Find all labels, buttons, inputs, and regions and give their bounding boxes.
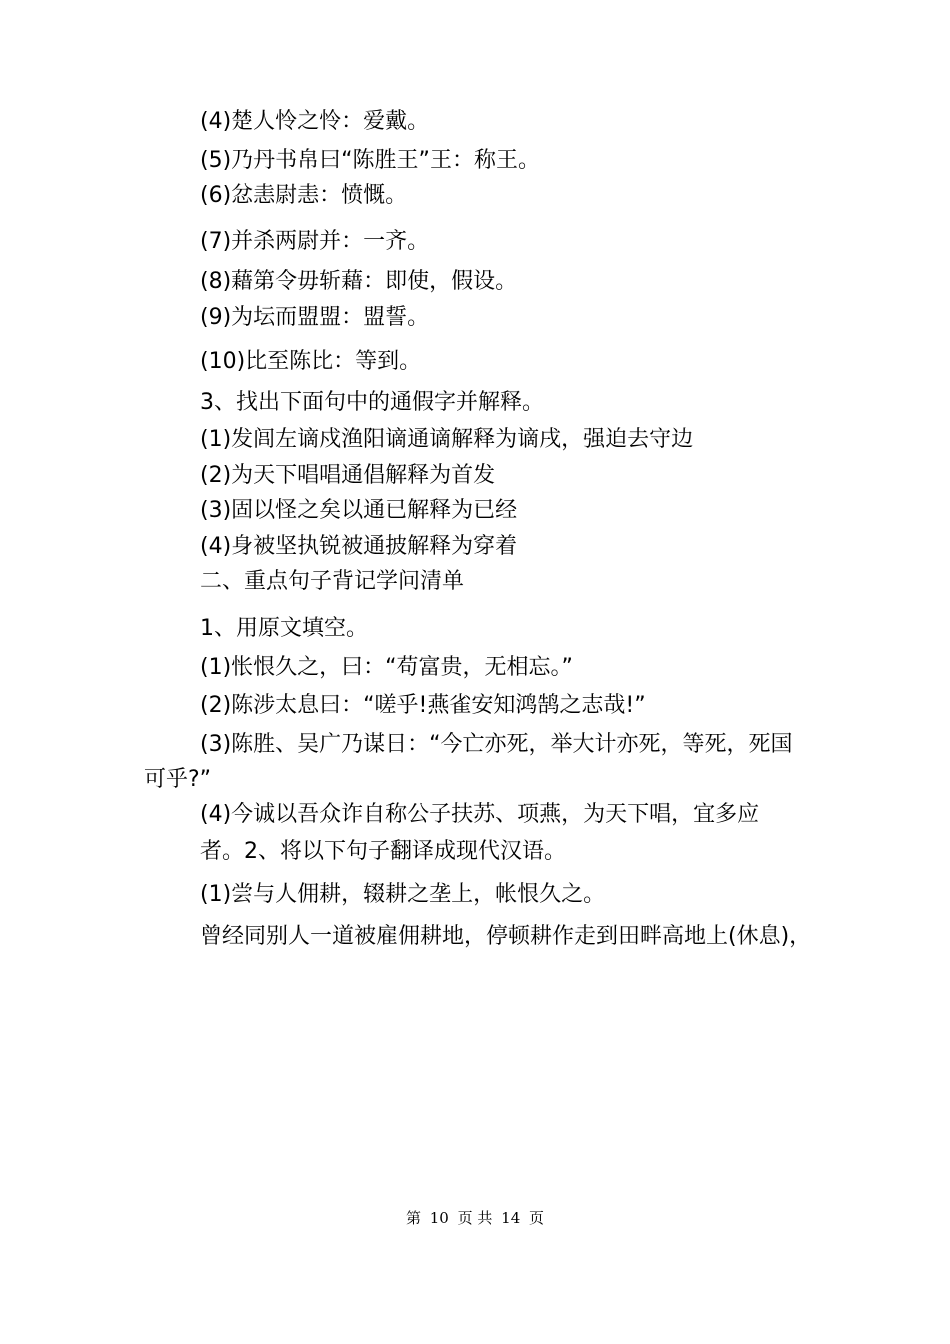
section-heading: 二、重点句子背记学问清单 (200, 569, 465, 594)
text-line: 可乎?” (144, 767, 212, 792)
text-line: (2)陈涉太息曰：“嗟乎!燕雀安知鸿鹄之志哉!” (200, 693, 646, 718)
footer-prefix: 第 (405, 1209, 421, 1227)
section-heading: 3、找出下面句中的通假字并解释。 (200, 390, 544, 415)
text-line: (4)身被坚执锐被通披解释为穿着 (200, 534, 518, 559)
text-line: (2)为天下唱唱通倡解释为首发 (200, 463, 496, 488)
text-line: (10)比至陈比：等到。 (200, 349, 422, 374)
text-line: (9)为坛而盟盟：盟誓。 (200, 305, 430, 330)
footer-suffix: 页 (529, 1209, 545, 1227)
text-line: (6)忿恚尉恚：愤慨。 (200, 183, 408, 208)
text-line: (4)今诚以吾众诈自称公子扶苏、项燕，为天下唱，宜多应 (200, 802, 760, 827)
text-line: (3)陈胜、吴广乃谋日：“今亡亦死，举大计亦死，等死，死国 (200, 732, 793, 757)
text-line: (4)楚人怜之怜：爱戴。 (200, 109, 430, 134)
text-line: (1)尝与人佣耕，辍耕之垄上，帐恨久之。 (200, 882, 606, 907)
text-line: 者。2、将以下句子翻译成现代汉语。 (200, 839, 566, 864)
text-line: (7)并杀两尉并：一齐。 (200, 229, 430, 254)
text-line: (5)乃丹书帛曰“陈胜王”王：称王。 (200, 148, 540, 173)
text-line: 曾经同别人一道被雇佣耕地，停顿耕作走到田畔高地上(休息)， (200, 924, 812, 949)
footer-page-number: 10 (429, 1209, 449, 1227)
text-line: (1)怅恨久之，曰：“苟富贵，无相忘。” (200, 655, 573, 680)
text-line: (1)发闾左谪戍渔阳谪通谪解释为谪戌，强迫去守边 (200, 427, 694, 452)
footer-middle: 页 共 (457, 1209, 493, 1227)
page-footer (0, 1208, 950, 1228)
section-heading: 1、用原文填空。 (200, 616, 368, 641)
footer-total-pages: 14 (501, 1209, 521, 1227)
text-line: (8)藉第令毋斩藉：即使，假设。 (200, 269, 518, 294)
text-line: (3)固以怪之矣以通已解释为已经 (200, 498, 518, 523)
